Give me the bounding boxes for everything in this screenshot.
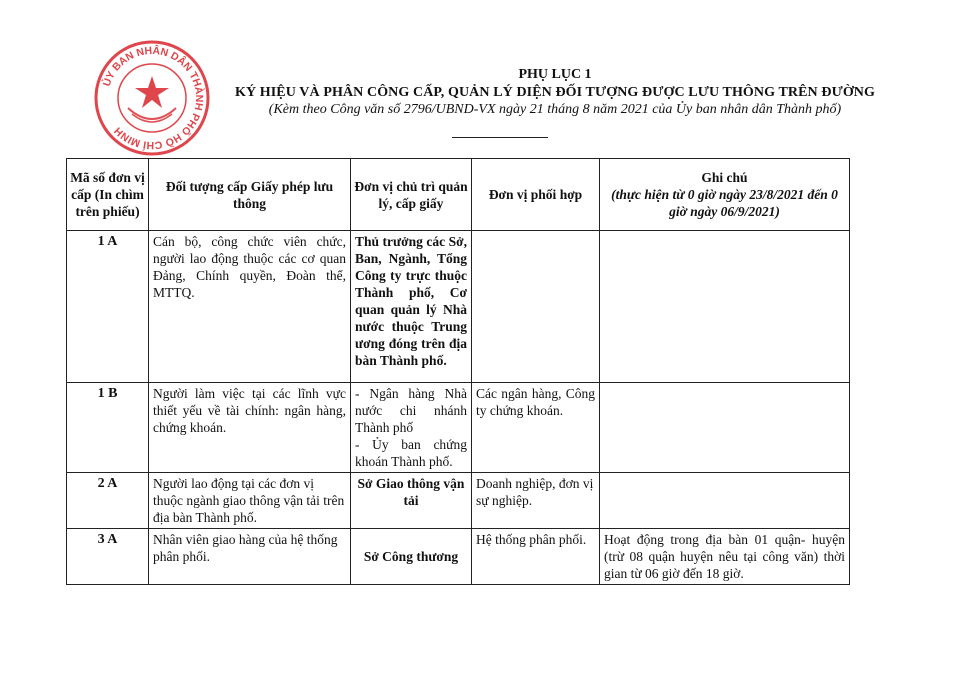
- row-lead-unit: Thủ trưởng các Sở, Ban, Ngành, Tổng Công ty trực thuộc Thành phố, Cơ quan quản lý Nhà nước thuộc Trung ương đóng trên địa bàn Thành phố.: [351, 231, 472, 383]
- row-coop-unit: Doanh nghiệp, đơn vị sự nghiệp.: [472, 473, 600, 529]
- document-subtitle: (Kèm theo Công văn số 2796/UBND-VX ngày 21 tháng 8 năm 2021 của Ủy ban nhân dân Thành phố): [268, 102, 842, 117]
- row-note: [600, 383, 850, 473]
- table-row: [67, 473, 850, 529]
- document-header: [150, 66, 957, 118]
- row-coop-unit: Các ngân hàng, Công ty chứng khoán.: [472, 383, 600, 473]
- row-lead-unit: [351, 383, 472, 473]
- row-note: Hoạt động trong địa bàn 01 quận- huyện (trừ 08 quận huyện nêu tại công văn) thời gian từ 06 giờ đến 18 giờ.: [600, 529, 850, 585]
- row-code: 1 B: [67, 383, 149, 473]
- row-lead-unit: Sở Công thương: [351, 529, 472, 585]
- annex-label: PHỤ LỤC 1: [518, 67, 592, 82]
- document-title: KÝ HIỆU VÀ PHÂN CÔNG CẤP, QUẢN LÝ DIỆN ĐỐI TƯỢNG ĐƯỢC LƯU THÔNG TRÊN ĐƯỜNG: [234, 85, 876, 100]
- row-code: 1 A: [67, 231, 149, 383]
- row-code: 3 A: [67, 529, 149, 585]
- table-header-row: [67, 159, 850, 231]
- seal-text: ỦY BAN NHÂN DÂN THÀNH PHỐ HỒ CHÍ MINH: [100, 44, 206, 152]
- row-coop-unit: Hệ thống phân phối.: [472, 529, 600, 585]
- header-divider: [452, 137, 548, 138]
- row-lead-unit: Sở Giao thông vận tải: [351, 473, 472, 529]
- row-note: [600, 231, 850, 383]
- header-code: Mã số đơn vị cấp (In chìm trên phiếu): [67, 159, 149, 231]
- lead-unit-line-1: - Ngân hàng Nhà nước chi nhánh Thành phố: [355, 386, 467, 435]
- table-row: [67, 231, 850, 383]
- row-code: 2 A: [67, 473, 149, 529]
- row-subject: Nhân viên giao hàng của hệ thống phân phối.: [149, 529, 351, 585]
- header-note-sub: (thực hiện từ 0 giờ ngày 23/8/2021 đến 0 giờ ngày 06/9/2021): [611, 187, 838, 219]
- header-lead-unit: Đơn vị chủ trì quản lý, cấp giấy: [351, 159, 472, 231]
- header-note-title: Ghi chú: [701, 170, 748, 185]
- table-row: [67, 383, 850, 473]
- header-note: [600, 159, 850, 231]
- row-subject: Người làm việc tại các lĩnh vực thiết yếu về tài chính: ngân hàng, chứng khoán.: [149, 383, 351, 473]
- row-coop-unit: [472, 231, 600, 383]
- assignment-table: [66, 158, 850, 585]
- row-subject: Người lao động tại các đơn vị thuộc ngành giao thông vận tải trên địa bàn Thành phố.: [149, 473, 351, 529]
- row-note: [600, 473, 850, 529]
- header-coop-unit: Đơn vị phối hợp: [472, 159, 600, 231]
- header-subject: Đối tượng cấp Giấy phép lưu thông: [149, 159, 351, 231]
- row-subject: Cán bộ, công chức viên chức, người lao động thuộc các cơ quan Đảng, Chính quyền, Đoàn thể, MTTQ.: [149, 231, 351, 383]
- table-row: [67, 529, 850, 585]
- lead-unit-line-2: - Ủy ban chứng khoán Thành phố.: [355, 437, 467, 469]
